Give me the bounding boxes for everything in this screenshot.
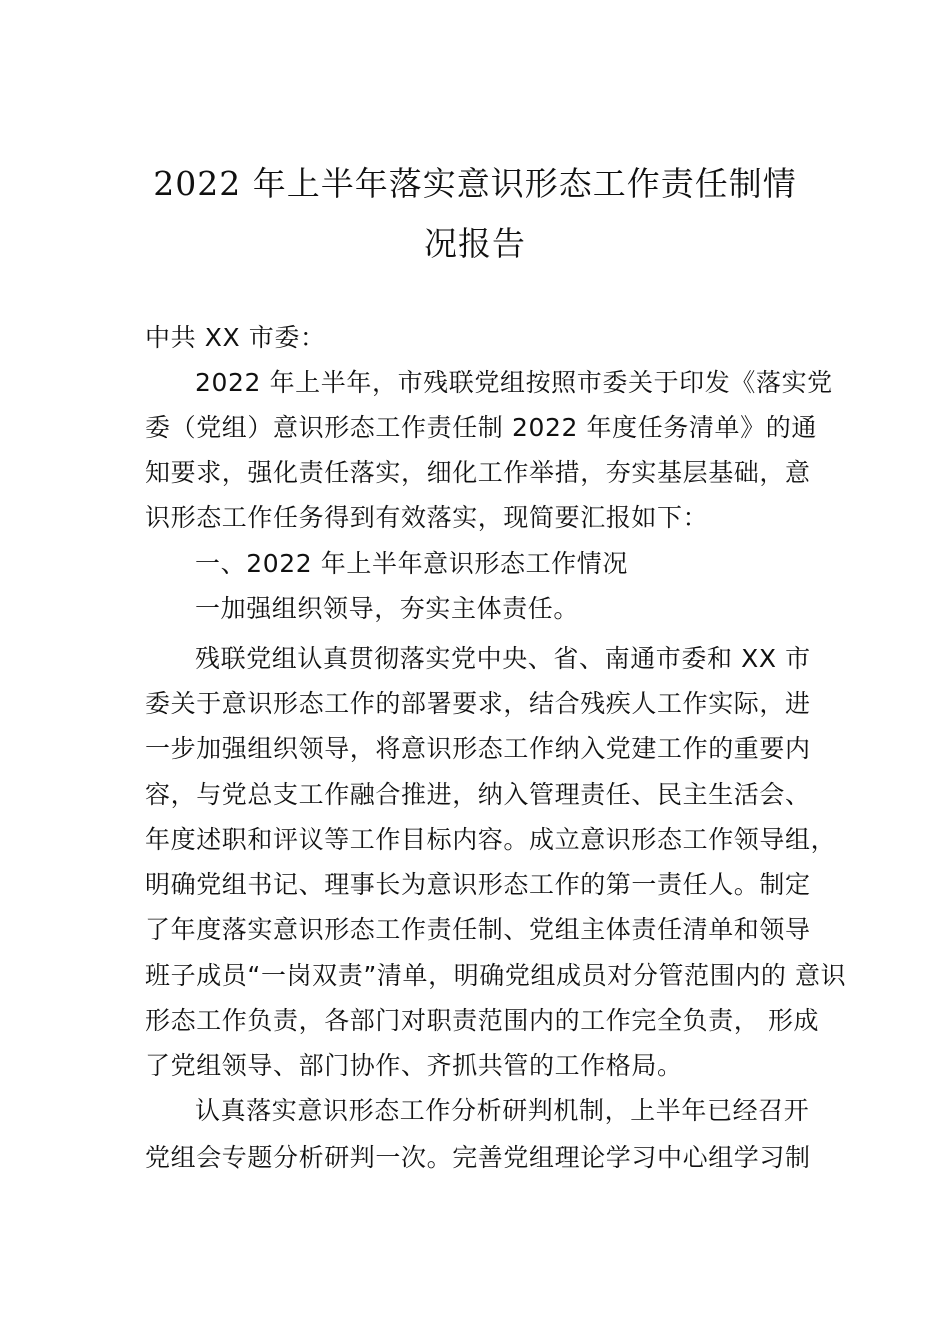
section-heading: 一、2022 年上半年意识形态工作情况 (195, 549, 628, 578)
paragraph-line: 认真落实意识形态工作分析研判机制，上半年已经召开 (195, 1096, 810, 1125)
paragraph-line: 党组会专题分析研判一次。完善党组理论学习中心组学习制 (145, 1143, 811, 1172)
paragraph-line: 委（党组）意识形态工作责任制 2022 年度任务清单》的通 (145, 413, 817, 442)
paragraph-line: 了党组领导、部门协作、齐抓共管的工作格局。 (145, 1051, 683, 1080)
paragraph-line: 识形态工作任务得到有效落实，现简要汇报如下： (145, 503, 709, 532)
paragraph-line: 形态工作负责，各部门对职责范围内的工作完全负责， 形成 (145, 1006, 820, 1035)
salutation: 中共 XX 市委： (145, 323, 326, 352)
paragraph-line: 明确党组书记、理事长为意识形态工作的第一责任人。制定 (145, 870, 811, 899)
paragraph-line: 知要求，强化责任落实，细化工作举措，夯实基层基础，意 (145, 458, 811, 487)
paragraph-line: 委关于意识形态工作的部署要求，结合残疾人工作实际，进 (145, 689, 811, 718)
paragraph-line: 残联党组认真贯彻落实党中央、省、南通市委和 XX 市 (195, 644, 811, 673)
document-title-line-2: 况报告 (424, 224, 526, 263)
paragraph-line: 一步加强组织领导，将意识形态工作纳入党建工作的重要内 (145, 734, 811, 763)
paragraph-line: 容，与党总支工作融合推进，纳入管理责任、民主生活会、 (145, 780, 811, 809)
subsection-heading: 一加强组织领导，夯实主体责任。 (195, 594, 580, 623)
paragraph-line: 了年度落实意识形态工作责任制、党组主体责任清单和领导 (145, 915, 811, 944)
paragraph-line: 2022 年上半年，市残联党组按照市委关于印发《落实党 (195, 368, 833, 397)
paragraph-line: 班子成员“一岗双责”清单，明确党组成员对分管范围内的 意识 (145, 961, 847, 990)
document-title-line-1: 2022 年上半年落实意识形态工作责任制情 (153, 164, 797, 203)
paragraph-line: 年度述职和评议等工作目标内容。成立意识形态工作领导组， (145, 825, 837, 854)
